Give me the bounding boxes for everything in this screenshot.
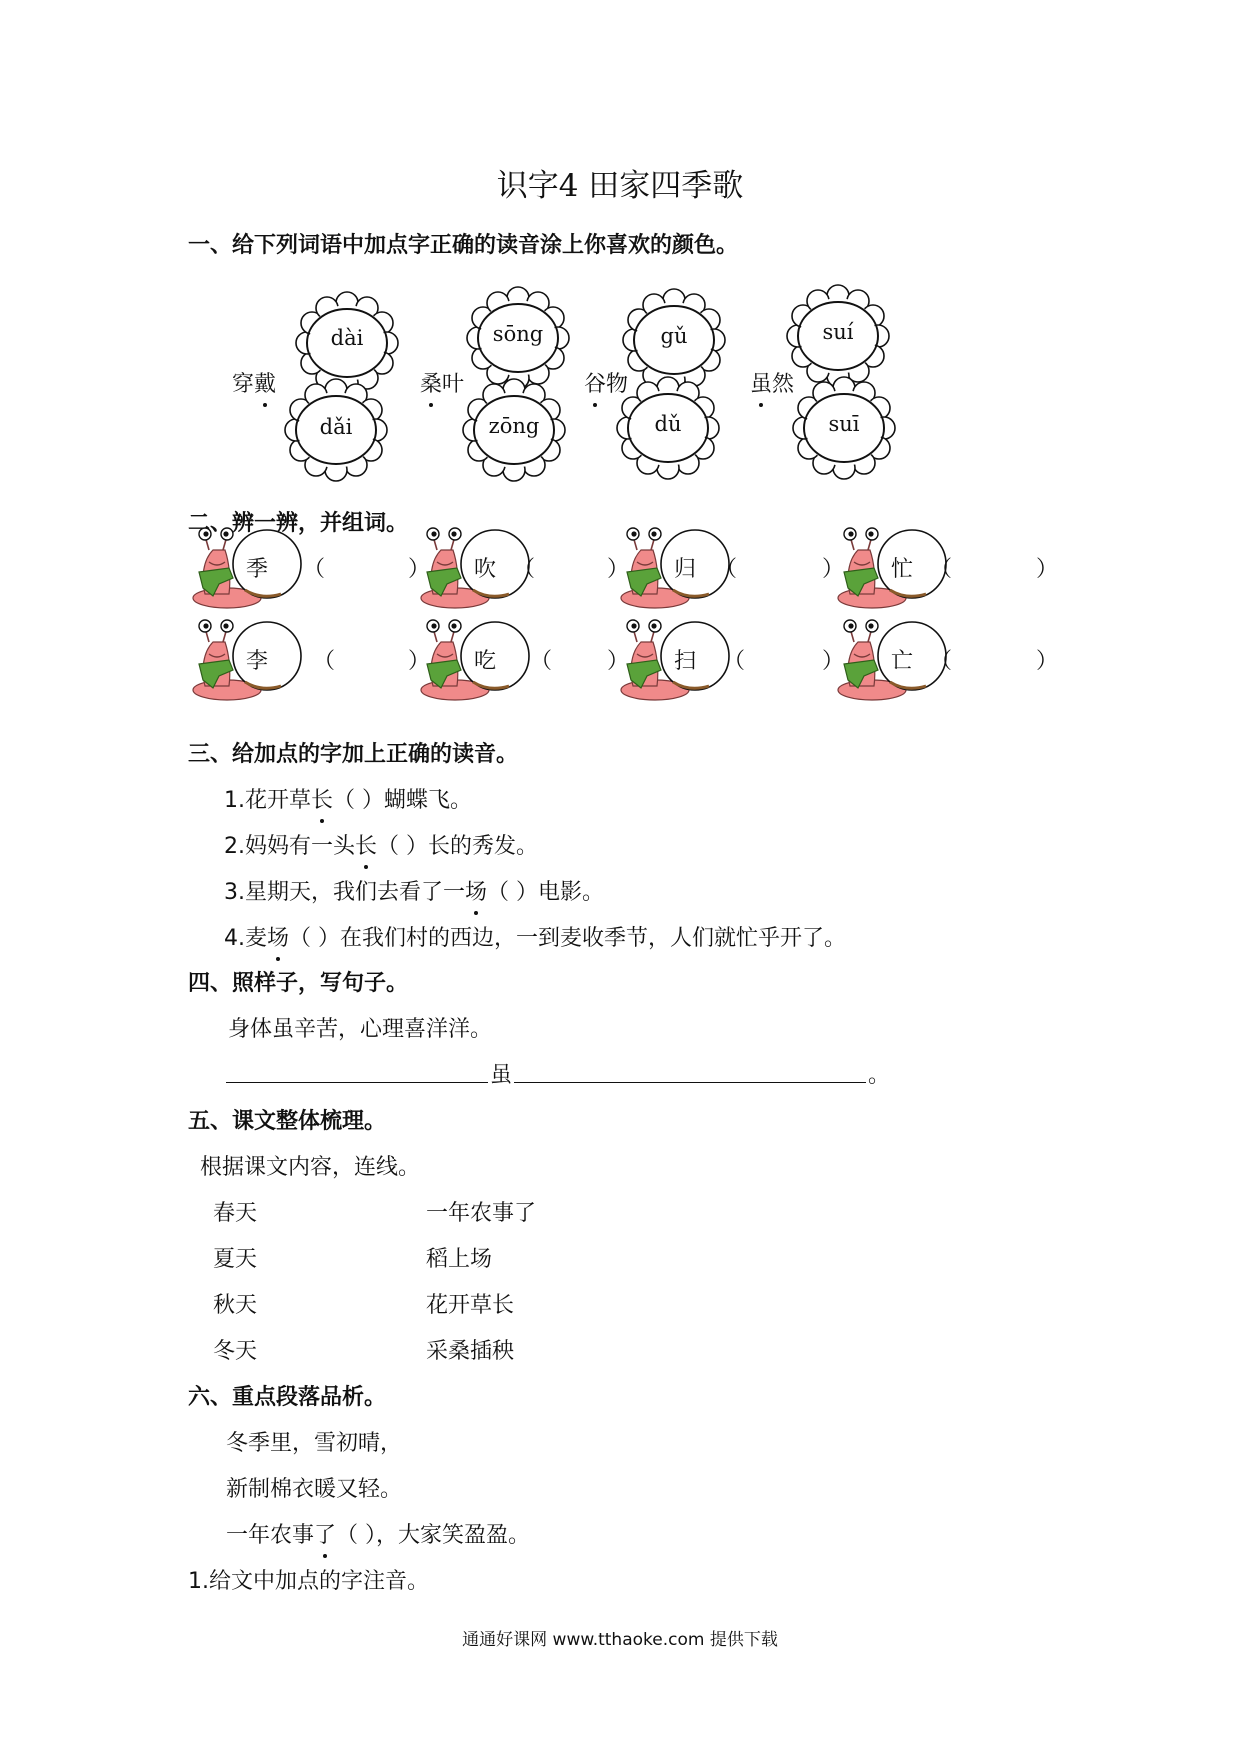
poem-line-1: 冬季里，雪初晴，: [226, 1431, 403, 1456]
sentence-4: 4.麦场（ ）在我们村的西边，一到麦收季节，人们就忙乎开了。: [224, 921, 846, 952]
snail-illustrations: [0, 0, 1240, 720]
section-2-heading: 二、辨一辨，并组词。: [188, 511, 409, 536]
match-right-item[interactable]: 一年农事了: [426, 1201, 537, 1226]
section-6-heading: 六、重点段落品析。: [188, 1385, 387, 1410]
answer-paren-close: ）: [822, 557, 845, 582]
answer-paren-open: （: [313, 649, 336, 674]
pinyin-option[interactable]: zōng: [488, 414, 540, 438]
section-3-heading: 三、给加点的字加上正确的读音。: [188, 742, 519, 767]
footer-credit: 通通好课网 www.tthaoke.com 提供下载: [462, 1630, 778, 1650]
match-right-item[interactable]: 花开草长: [426, 1293, 515, 1318]
pinyin-option[interactable]: dǔ: [654, 412, 682, 436]
snail-character: 季: [245, 557, 268, 582]
section-5-heading: 五、课文整体梳理。: [188, 1109, 387, 1134]
pinyin-option[interactable]: dài: [330, 326, 364, 350]
match-left-item[interactable]: 夏天: [213, 1247, 258, 1272]
answer-paren-close: ）: [607, 649, 630, 674]
snail-character: 李: [245, 649, 268, 674]
fill-end-mark: 。: [868, 1063, 891, 1088]
section-5-instruction: 根据课文内容，连线。: [200, 1155, 421, 1180]
fill-line[interactable]: [514, 1082, 866, 1083]
snail-character: 吃: [473, 649, 496, 674]
match-left-item[interactable]: 春天: [213, 1201, 258, 1226]
page-title: 识字4 田家四季歌: [496, 168, 744, 204]
fill-line[interactable]: [226, 1082, 488, 1083]
pinyin-option[interactable]: dǎi: [319, 415, 353, 439]
example-sentence: 身体虽辛苦，心理喜洋洋。: [228, 1017, 493, 1042]
answer-paren-close: ）: [408, 557, 431, 582]
snail-character: 吹: [473, 557, 496, 582]
answer-paren-close: ）: [1036, 649, 1059, 674]
snail-character: 归: [673, 557, 696, 582]
match-left-item[interactable]: 秋天: [213, 1293, 258, 1318]
section-1-heading: 一、给下列词语中加点字正确的读音涂上你喜欢的颜色。: [188, 233, 739, 258]
sentence-1: 1.花开草长（ ）蝴蝶飞。: [224, 783, 472, 814]
match-right-item[interactable]: 稻上场: [426, 1247, 493, 1272]
snail-character: 亡: [890, 649, 913, 674]
poem-line-2: 新制棉衣暖又轻。: [226, 1477, 403, 1502]
answer-paren-open: （: [930, 649, 953, 674]
answer-paren-close: ）: [1036, 557, 1059, 582]
pinyin-option[interactable]: suí: [822, 320, 854, 344]
question-1: 1.给文中加点的字注音。: [188, 1569, 429, 1594]
match-left-item[interactable]: 冬天: [213, 1339, 258, 1364]
answer-paren-open: （: [723, 649, 746, 674]
pinyin-option[interactable]: gǔ: [660, 324, 688, 348]
answer-paren-open: （: [930, 557, 953, 582]
answer-paren-open: （: [513, 557, 536, 582]
fill-middle-char: 虽: [490, 1063, 513, 1088]
answer-paren-open: （: [715, 557, 738, 582]
word-guwu: 谷物: [584, 367, 628, 398]
snail-character: 扫: [673, 649, 696, 674]
snail-character: 忙: [890, 557, 913, 582]
pinyin-option[interactable]: suī: [828, 412, 860, 436]
answer-paren-close: ）: [822, 649, 845, 674]
section-4-heading: 四、照样子，写句子。: [188, 971, 409, 996]
sentence-2: 2.妈妈有一头长（ ）长的秀发。: [224, 829, 538, 860]
pinyin-option[interactable]: sōng: [492, 322, 544, 346]
match-right-item[interactable]: 采桑插秧: [426, 1339, 515, 1364]
poem-line-3: 一年农事了（ ），大家笑盈盈。: [226, 1518, 530, 1549]
word-chuandai: 穿戴: [232, 367, 276, 398]
answer-paren-close: ）: [607, 557, 630, 582]
answer-paren-open: （: [303, 557, 326, 582]
answer-paren-open: （: [530, 649, 553, 674]
word-suiran: 虽然: [750, 367, 794, 398]
sentence-3: 3.星期天，我们去看了一场（ ）电影。: [224, 875, 604, 906]
answer-paren-close: ）: [408, 649, 431, 674]
word-sangye: 桑叶: [420, 367, 464, 398]
